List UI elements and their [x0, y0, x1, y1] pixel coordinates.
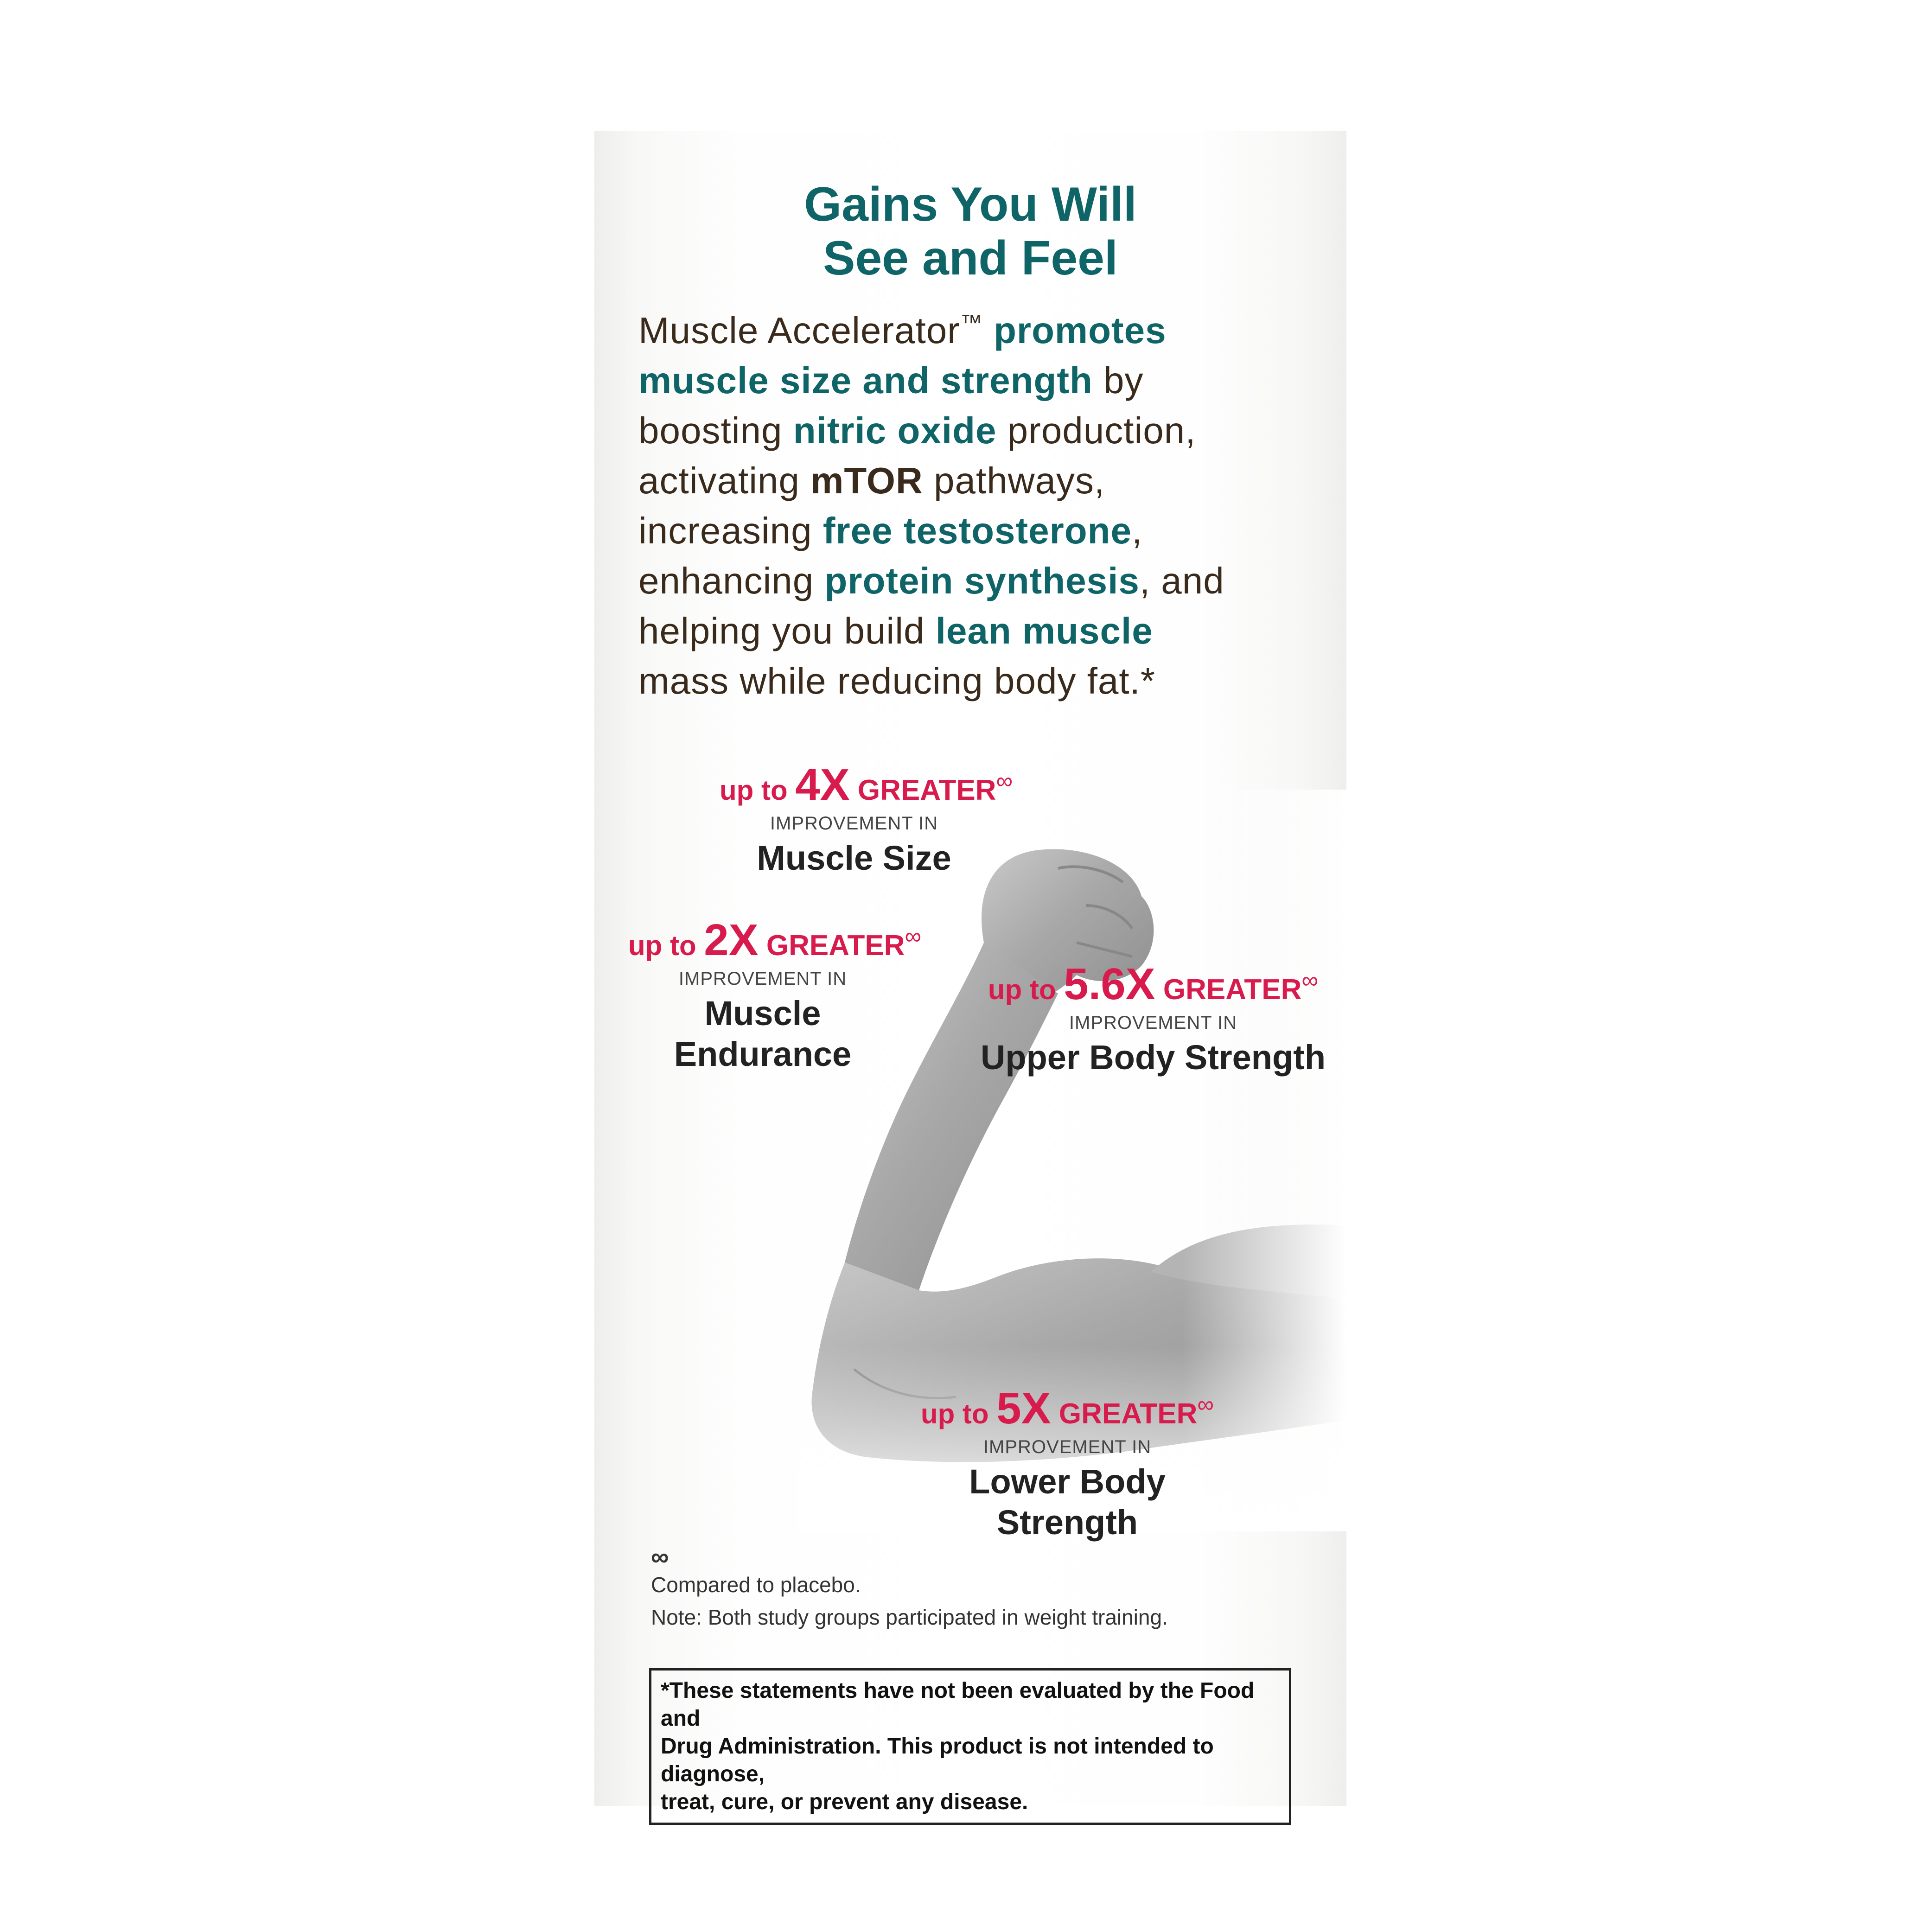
infinity-icon: ∞: [651, 1543, 669, 1571]
brand-name: Muscle Accelerator: [638, 310, 960, 351]
disclaimer-line-1: *These statements have not been evaluated by the Food and: [661, 1678, 1255, 1731]
stat-multiplier: 5X: [996, 1384, 1051, 1433]
title-line-1: Gains You Will: [804, 178, 1137, 231]
stat-label-2: Endurance: [674, 1035, 852, 1073]
intro-text: activating: [638, 460, 811, 501]
intro-text: increasing: [638, 510, 823, 551]
highlight-size-strength: muscle size and strength: [638, 360, 1093, 401]
stat-multiplier: 2X: [704, 915, 759, 965]
page-title: [594, 178, 1346, 285]
intro-text: boosting: [638, 410, 793, 451]
intro-line-7: [638, 606, 1315, 656]
footnote-line-2: Note: Both study groups participated in weight training.: [651, 1605, 1168, 1629]
intro-text: by: [1092, 360, 1144, 401]
highlight-mtor: mTOR: [810, 460, 923, 501]
stat-label: Lower Body Strength: [969, 1462, 1166, 1542]
intro-line-5: [638, 506, 1315, 556]
stat-subtitle: IMPROVEMENT IN: [1069, 1013, 1237, 1033]
intro-text: pathways,: [923, 460, 1105, 501]
intro-line-2: [638, 356, 1315, 406]
intro-text: enhancing: [638, 560, 825, 601]
stat-subtitle: IMPROVEMENT IN: [770, 813, 938, 834]
stat-headline: [905, 1383, 1230, 1434]
stat-greater: GREATER: [1051, 1398, 1198, 1430]
stat-lower-body-strength: [905, 1383, 1230, 1543]
intro-text: ,: [1131, 510, 1143, 551]
stat-headline: [979, 959, 1327, 1010]
intro-text: production,: [996, 410, 1196, 451]
intro-line-4: [638, 456, 1315, 506]
stat-greater: GREATER: [758, 930, 905, 962]
stat-headline: [720, 759, 1013, 810]
stat-upper-body-strength: [979, 959, 1327, 1078]
stat-greater: GREATER: [1155, 974, 1302, 1006]
stat-prefix: up to: [988, 974, 1064, 1005]
stat-label: Muscle: [704, 994, 821, 1033]
fda-disclaimer-box: [649, 1668, 1291, 1825]
intro-line-8: mass while reducing body fat.*: [638, 660, 1155, 701]
stat-greater: GREATER: [849, 774, 996, 806]
infinity-icon: ∞: [996, 768, 1013, 794]
highlight-lean-muscle: lean muscle: [935, 610, 1153, 651]
highlight-free-testosterone: free testosterone: [823, 510, 1132, 551]
intro-text: helping you build: [638, 610, 936, 651]
highlight-protein-synthesis: protein synthesis: [824, 560, 1140, 601]
footnote-line-1: Compared to placebo.: [651, 1573, 861, 1597]
highlight-promotes: promotes: [994, 310, 1167, 351]
intro-line-3: [638, 406, 1315, 456]
footnote: [651, 1545, 1168, 1633]
stat-headline: [628, 915, 922, 966]
disclaimer-line-2: Drug Administration. This product is not intended to diagnose,: [661, 1734, 1214, 1786]
product-panel: [594, 131, 1346, 1814]
intro-line-1: [638, 298, 1315, 356]
intro-paragraph: [638, 298, 1315, 706]
intro-line-6: [638, 556, 1315, 606]
highlight-nitric-oxide: nitric oxide: [793, 410, 997, 451]
stat-muscle-endurance: [628, 915, 922, 1075]
stat-multiplier: 5.6X: [1064, 959, 1155, 1009]
infinity-icon: ∞: [1197, 1391, 1214, 1417]
infinity-icon: ∞: [1301, 967, 1319, 993]
stat-multiplier: 4X: [795, 760, 850, 810]
intro-text: , and: [1139, 560, 1224, 601]
stat-label: Muscle Size: [757, 839, 951, 877]
disclaimer-line-3: treat, cure, or prevent any disease.: [661, 1790, 1028, 1814]
trademark-symbol: ™: [960, 311, 983, 335]
stat-prefix: up to: [628, 930, 704, 961]
infinity-icon: ∞: [905, 923, 922, 949]
stat-label: Upper Body Strength: [980, 1038, 1326, 1077]
stat-prefix: up to: [920, 1398, 997, 1429]
stat-prefix: up to: [720, 775, 796, 806]
stat-subtitle: IMPROVEMENT IN: [983, 1437, 1152, 1457]
title-line-2: See and Feel: [823, 231, 1118, 285]
stat-muscle-size: [720, 759, 1013, 879]
stat-subtitle: IMPROVEMENT IN: [678, 969, 847, 989]
